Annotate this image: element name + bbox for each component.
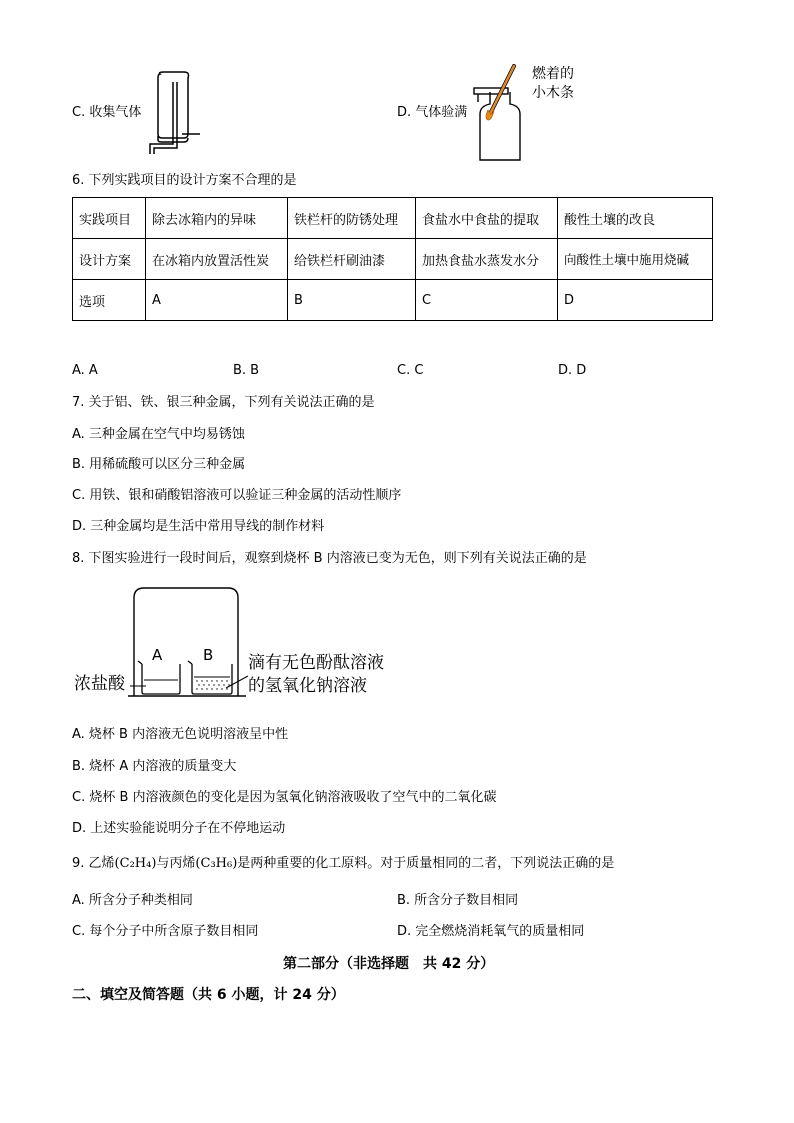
table-cell: 在冰箱内放置活性炭 [146,239,288,280]
q8-option-c: C. 烧杯 B 内溶液颜色的变化是因为氢氧化钠溶液吸收了空气中的二氧化碳 [72,790,497,805]
propylene-formula: (C₃H₆) [195,856,238,871]
q9-stem [72,857,614,870]
q6-option-a: A. A [72,363,98,378]
q9-option-d: D. 完全燃烧消耗氧气的质量相同 [397,924,585,939]
q7-option-c: C. 用铁、银和硝酸铝溶液可以验证三种金属的活动性顺序 [72,488,402,503]
table-cell: 铁栏杆的防锈处理 [288,198,416,239]
table-cell: 选项 [73,280,146,321]
flame-label-line2: 小木条 [532,85,574,101]
q9-stem-mid: 与丙烯 [156,856,196,871]
q9-stem-prefix: 9. 乙烯 [72,856,115,871]
q7-option-a: A. 三种金属在空气中均易锈蚀 [72,427,245,442]
table-cell: 加热食盐水蒸发水分 [416,239,558,280]
q8-option-a: A. 烧杯 B 内溶液无色说明溶液呈中性 [72,727,289,742]
q6-option-c: C. C [397,363,424,378]
naoh-label-line1: 滴有无色酚酞溶液 [248,653,384,673]
table-cell: C [416,280,558,321]
q6-option-d: D. D [558,363,587,378]
beaker-a-label: A [152,646,163,664]
q9-option-a: A. 所含分子种类相同 [72,893,193,908]
table-cell: 酸性土壤的改良 [558,198,713,239]
table-cell: B [288,280,416,321]
flame-label-line1: 燃着的 [532,66,574,82]
hcl-label: 浓盐酸 [74,674,125,694]
naoh-label-line2: 的氢氧化钠溶液 [248,676,367,696]
gas-full-test-figure [470,62,530,162]
q6-table [72,197,713,321]
q7-option-d: D. 三种金属均是生活中常用导线的制作材料 [72,519,325,534]
q7-option-b: B. 用稀硫酸可以区分三种金属 [72,457,246,472]
q6-stem: 6. 下列实践项目的设计方案不合理的是 [72,173,297,188]
table-cell: A [146,280,288,321]
table-cell: 给铁栏杆刷油漆 [288,239,416,280]
table-cell: 向酸性土壤中施用烧碱 [558,239,713,280]
part2-title: 第二部分（非选择题 共 42 分） [283,956,495,972]
table-row [73,280,713,321]
q8-option-b: B. 烧杯 A 内溶液的质量变大 [72,759,237,774]
table-row [73,239,713,280]
beaker-b-label: B [203,646,214,664]
q9-option-c: C. 每个分子中所含原子数目相同 [72,924,259,939]
table-cell: 设计方案 [73,239,146,280]
q9-stem-suffix: 是两种重要的化工原料。对于质量相同的二者，下列说法正确的是 [237,856,615,871]
gas-collection-figure [146,70,206,156]
q5-option-d: D. 气体验满 [397,105,468,120]
table-cell: D [558,280,713,321]
q9-option-b: B. 所含分子数目相同 [397,893,519,908]
q8-option-d: D. 上述实验能说明分子在不停地运动 [72,821,286,836]
table-cell: 除去冰箱内的异味 [146,198,288,239]
q5-option-c: C. 收集气体 [72,105,142,120]
table-cell: 食盐水中食盐的提取 [416,198,558,239]
q6-option-b: B. B [233,363,260,378]
q7-stem: 7. 关于铝、铁、银三种金属，下列有关说法正确的是 [72,395,375,410]
table-cell: 实践项目 [73,198,146,239]
table-row [73,198,713,239]
ethylene-formula: (C₂H₄) [114,856,157,871]
section2-title: 二、填空及简答题（共 6 小题，计 24 分） [72,987,345,1003]
q8-stem: 8. 下图实验进行一段时间后，观察到烧杯 B 内溶液已变为无色，则下列有关说法正确的是 [72,551,587,566]
